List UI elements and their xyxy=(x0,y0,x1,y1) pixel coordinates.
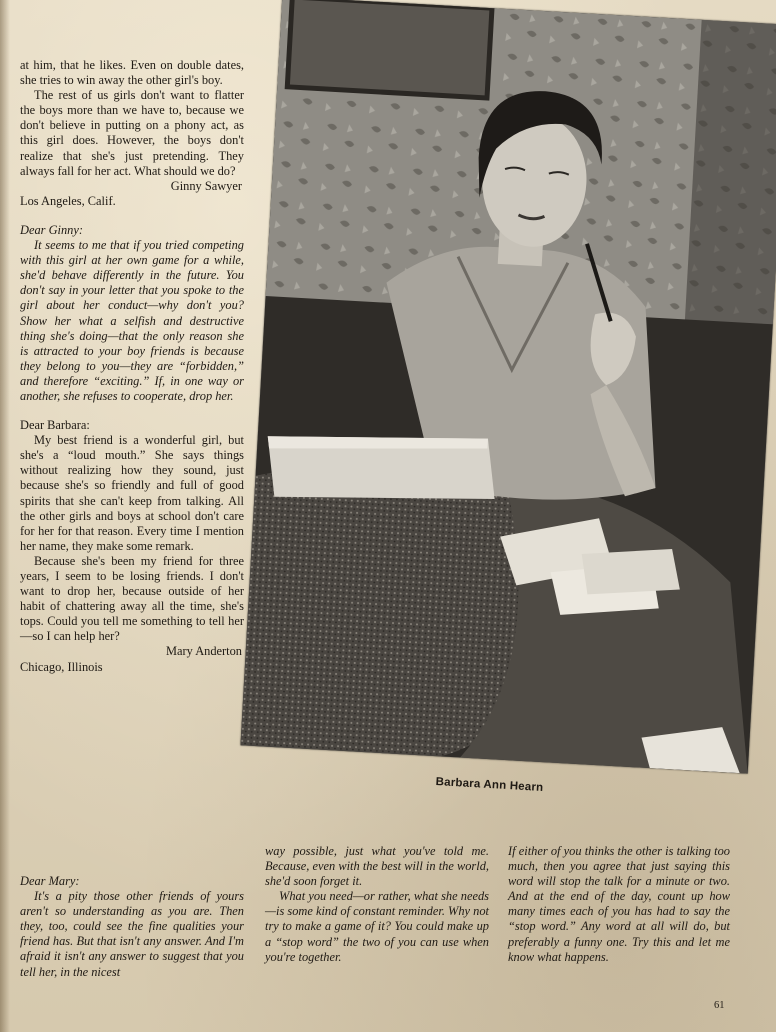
photo-barbara-ann-hearn xyxy=(240,0,776,774)
reply-mary-col2-paragraph-1: way possible, just what you've told me. Because, even with the best will in the world, she'd soon forget it. xyxy=(265,844,489,889)
reply-mary-salutation: Dear Mary: xyxy=(20,874,80,888)
letter-ginny-paragraph-1: at him, that he likes. Even on double dates, she tries to win away the other girl's boy. xyxy=(20,58,244,88)
letter-ginny-paragraph-2: The rest of us girls don't want to flatter the boys more than we have to, because we don't believe in putting on a phony act, as this girl does. However, the boys don't realize that she's just pretending. They always fall for her act. What should we do? xyxy=(20,88,244,178)
page-number: 61 xyxy=(714,1000,725,1011)
reply-mary-column-2 xyxy=(265,844,489,965)
left-column xyxy=(20,58,244,675)
reply-mary-column-1 xyxy=(20,874,244,980)
letter-mary-signature: Mary Anderton xyxy=(165,644,242,659)
letter-ginny-location: Los Angeles, Calif. xyxy=(20,193,116,208)
letter-mary-location: Chicago, Illinois xyxy=(20,659,103,674)
letter-ginny-signature: Ginny Sawyer xyxy=(170,178,242,193)
reply-mary-col1-text: It's a pity those other friends of yours aren't so understanding as you are. Then they, too, could see the fine qualities your friend has. But that isn't any answer. And I'm afraid it isn't any answer to suggest that you tell her, in the nicest xyxy=(20,889,244,979)
letter-mary-salutation: Dear Barbara: xyxy=(20,418,90,433)
reply-ginny-salutation: Dear Ginny: xyxy=(20,222,83,237)
reply-mary-column-3 xyxy=(508,844,730,965)
reply-mary-col3-text: If either of you thinks the other is talking too much, then you agree that just saying this word will stop the talk for a minute or two. And at the end of the day, count up how many times each of you has had to say the “stop word.” Any word at all will do, but preferably a funny one. Try this and let me know what happens. xyxy=(508,844,730,964)
reply-mary-col2-paragraph-2: What you need—or rather, what she needs—is some kind of constant reminder. Why not try to make a game of it? You could make up a “stop word” the two of you can use when you're together. xyxy=(265,889,489,964)
photo-caption: Barbara Ann Hearn xyxy=(435,776,544,794)
letter-mary-paragraph-1: My best friend is a wonderful girl, but she's a “loud mouth.” She says things without realizing how they sound, just because she's so friendly and full of good spirits that she can't keep from talking. All the other girls and boys at school don't care for her for that reason. Every time I mention her name, they make some remark. xyxy=(20,433,244,553)
photo-illustration xyxy=(240,0,776,774)
reply-ginny-body: It seems to me that if you tried competing with this girl at her own game for a while, she'd behave differently in the future. You don't say in your letter that you spoke to the girl about her conduct—why don't you? Show her what a selfish and destructive thing she's doing—that the only reason she is attracted to your boy friends is because they belong to you—they are “forbidden,” and therefore “exciting.” If, in one way or another, she refuses to cooperate, drop her. xyxy=(20,238,244,403)
letter-mary-paragraph-2: Because she's been my friend for three years, I seem to be losing friends. I don't want to drop her, because outside of her habit of chattering away all the time, she's tops. Could you tell me something to tell her—so I can help her? xyxy=(20,553,244,644)
